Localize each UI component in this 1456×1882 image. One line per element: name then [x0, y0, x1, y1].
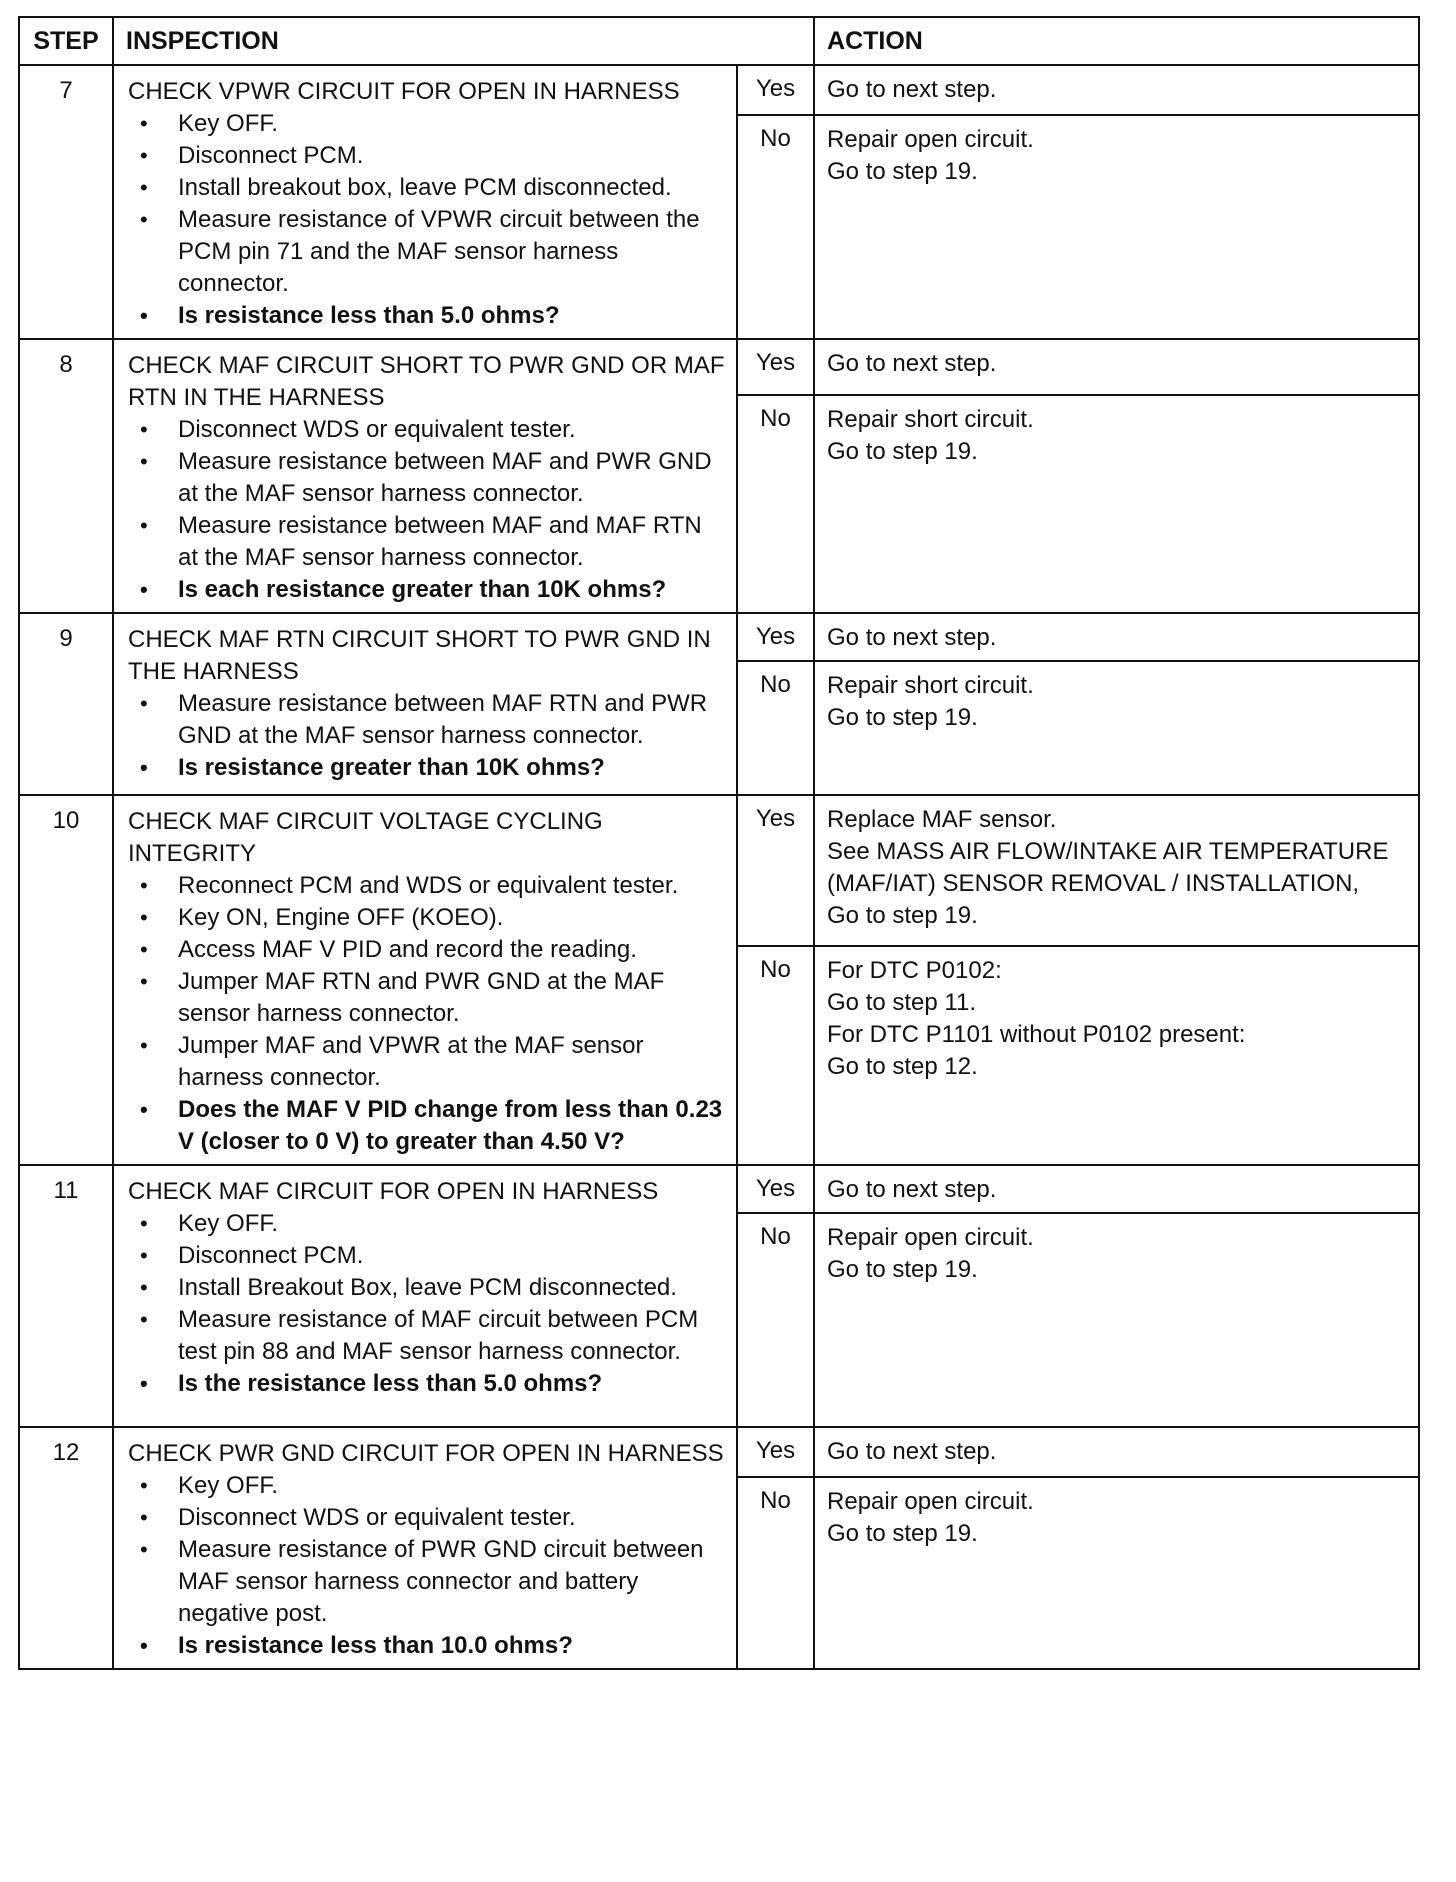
yes-label: Yes — [737, 65, 814, 115]
inspection-step: • Reconnect PCM and WDS or equivalent tester. — [128, 870, 728, 902]
yes-action — [814, 795, 1419, 946]
no-action — [814, 395, 1419, 613]
action-line: Repair short circuit. — [827, 406, 1034, 434]
action-line: For DTC P1101 without P0102 present: — [827, 1021, 1246, 1049]
inspection-step: • Measure resistance of PWR GND circuit between MAF sensor harness connector and battery negative post. — [128, 1534, 728, 1630]
yes-action — [814, 613, 1419, 661]
action-line: Go to next step. — [827, 350, 997, 377]
inspection-step: • Disconnect WDS or equivalent tester. — [128, 1502, 728, 1534]
yes-action — [814, 65, 1419, 115]
step-number: 7 — [19, 65, 113, 339]
yes-label: Yes — [737, 1165, 814, 1213]
inspection-step: • Access MAF V PID and record the reading. — [128, 934, 728, 966]
inspection-cell — [113, 613, 737, 795]
action-line: Go to step 19. — [827, 158, 978, 186]
no-label: No — [737, 395, 814, 613]
action-line: Go to step 12. — [827, 1053, 978, 1081]
inspection-cell — [113, 65, 737, 339]
action-line: Go to step 11. — [827, 989, 976, 1017]
no-label: No — [737, 661, 814, 795]
no-label: No — [737, 946, 814, 1165]
inspection-cell — [113, 1427, 737, 1669]
yes-label: Yes — [737, 613, 814, 661]
yes-action — [814, 1427, 1419, 1477]
inspection-cell — [113, 339, 737, 613]
inspection-step: • Disconnect PCM. — [128, 140, 728, 172]
header-step: STEP — [19, 17, 113, 65]
inspection-step: • Measure resistance between MAF and PWR GND at the MAF sensor harness connector. — [128, 446, 728, 510]
inspection-step: • Key OFF. — [128, 1208, 728, 1240]
action-line: Repair short circuit. — [827, 672, 1034, 699]
inspection-step: • Measure resistance of MAF circuit between PCM test pin 88 and MAF sensor harness connector. — [128, 1304, 728, 1368]
inspection-title: CHECK MAF CIRCUIT SHORT TO PWR GND OR MAF RTN IN THE HARNESS — [128, 352, 725, 411]
step-number: 11 — [19, 1165, 113, 1427]
inspection-question: • Does the MAF V PID change from less than 0.23 V (closer to 0 V) to greater than 4.50 V? — [128, 1094, 728, 1158]
action-line: See MASS AIR FLOW/INTAKE AIR TEMPERATURE (MAF/IAT) SENSOR REMOVAL / INSTALLATION, — [827, 838, 1389, 897]
yes-label: Yes — [737, 339, 814, 395]
inspection-steps — [128, 1208, 728, 1400]
inspection-steps — [128, 870, 728, 1158]
inspection-step: • Measure resistance between MAF RTN and PWR GND at the MAF sensor harness connector. — [128, 688, 728, 752]
step-number: 12 — [19, 1427, 113, 1669]
action-line: Go to next step. — [827, 624, 997, 651]
inspection-step: • Disconnect PCM. — [128, 1240, 728, 1272]
inspection-question: • Is each resistance greater than 10K ohms? — [128, 574, 728, 606]
yes-action — [814, 1165, 1419, 1213]
no-label: No — [737, 1213, 814, 1427]
action-line: Repair open circuit. — [827, 1224, 1034, 1251]
inspection-title: CHECK MAF RTN CIRCUIT SHORT TO PWR GND IN THE HARNESS — [128, 626, 711, 685]
table-row — [19, 1165, 1419, 1213]
inspection-step: • Install Breakout Box, leave PCM disconnected. — [128, 1272, 728, 1304]
no-action — [814, 115, 1419, 339]
inspection-title: CHECK PWR GND CIRCUIT FOR OPEN IN HARNESS — [128, 1440, 724, 1467]
header-inspection: INSPECTION — [113, 17, 814, 65]
table-body — [19, 65, 1419, 1669]
inspection-step: • Disconnect WDS or equivalent tester. — [128, 414, 728, 446]
action-line: Go to step 19. — [827, 1519, 978, 1547]
inspection-question: • Is resistance less than 5.0 ohms? — [128, 300, 728, 332]
no-action — [814, 1477, 1419, 1669]
inspection-steps — [128, 108, 728, 332]
inspection-step: • Install breakout box, leave PCM disconnected. — [128, 172, 728, 204]
action-line: Go to next step. — [827, 76, 997, 103]
yes-label: Yes — [737, 795, 814, 946]
action-line: For DTC P0102: — [827, 957, 1002, 985]
action-line: Go to step 19. — [827, 1256, 978, 1283]
step-number: 8 — [19, 339, 113, 613]
inspection-step: • Measure resistance between MAF and MAF RTN at the MAF sensor harness connector. — [128, 510, 728, 574]
yes-label: Yes — [737, 1427, 814, 1477]
no-action — [814, 946, 1419, 1165]
no-label: No — [737, 1477, 814, 1669]
action-line: Go to step 19. — [827, 704, 978, 731]
table-row — [19, 795, 1419, 946]
action-line: Repair open circuit. — [827, 126, 1034, 154]
action-line: Repair open circuit. — [827, 1487, 1034, 1515]
inspection-steps — [128, 414, 728, 606]
step-number: 10 — [19, 795, 113, 1165]
table-row — [19, 613, 1419, 661]
step-number: 9 — [19, 613, 113, 795]
inspection-steps — [128, 688, 728, 784]
inspection-steps — [128, 1470, 728, 1662]
action-line: Go to step 19. — [827, 438, 978, 466]
inspection-step: • Key ON, Engine OFF (KOEO). — [128, 902, 728, 934]
inspection-question: • Is resistance greater than 10K ohms? — [128, 752, 728, 784]
header-action: ACTION — [814, 17, 1419, 65]
action-line: Go to next step. — [827, 1438, 997, 1465]
inspection-cell — [113, 795, 737, 1165]
inspection-title: CHECK MAF CIRCUIT VOLTAGE CYCLING INTEGRITY — [128, 808, 603, 867]
table-row — [19, 65, 1419, 115]
action-line: Go to step 19. — [827, 902, 978, 929]
action-line: Go to next step. — [827, 1176, 997, 1203]
inspection-title: CHECK MAF CIRCUIT FOR OPEN IN HARNESS — [128, 1178, 659, 1205]
inspection-step: • Key OFF. — [128, 1470, 728, 1502]
inspection-cell — [113, 1165, 737, 1427]
inspection-step: • Key OFF. — [128, 108, 728, 140]
inspection-question: • Is the resistance less than 5.0 ohms? — [128, 1368, 728, 1400]
no-label: No — [737, 115, 814, 339]
inspection-step: • Jumper MAF and VPWR at the MAF sensor harness connector. — [128, 1030, 728, 1094]
yes-action — [814, 339, 1419, 395]
inspection-step: • Measure resistance of VPWR circuit between the PCM pin 71 and the MAF sensor harness connector. — [128, 204, 728, 300]
inspection-title: CHECK VPWR CIRCUIT FOR OPEN IN HARNESS — [128, 78, 680, 105]
header-row — [19, 17, 1419, 65]
inspection-step: • Jumper MAF RTN and PWR GND at the MAF sensor harness connector. — [128, 966, 728, 1030]
no-action — [814, 1213, 1419, 1427]
action-line: Replace MAF sensor. — [827, 806, 1057, 833]
diagnostic-table — [18, 16, 1420, 1670]
table-row — [19, 1427, 1419, 1477]
table-row — [19, 339, 1419, 395]
no-action — [814, 661, 1419, 795]
inspection-question: • Is resistance less than 10.0 ohms? — [128, 1630, 728, 1662]
